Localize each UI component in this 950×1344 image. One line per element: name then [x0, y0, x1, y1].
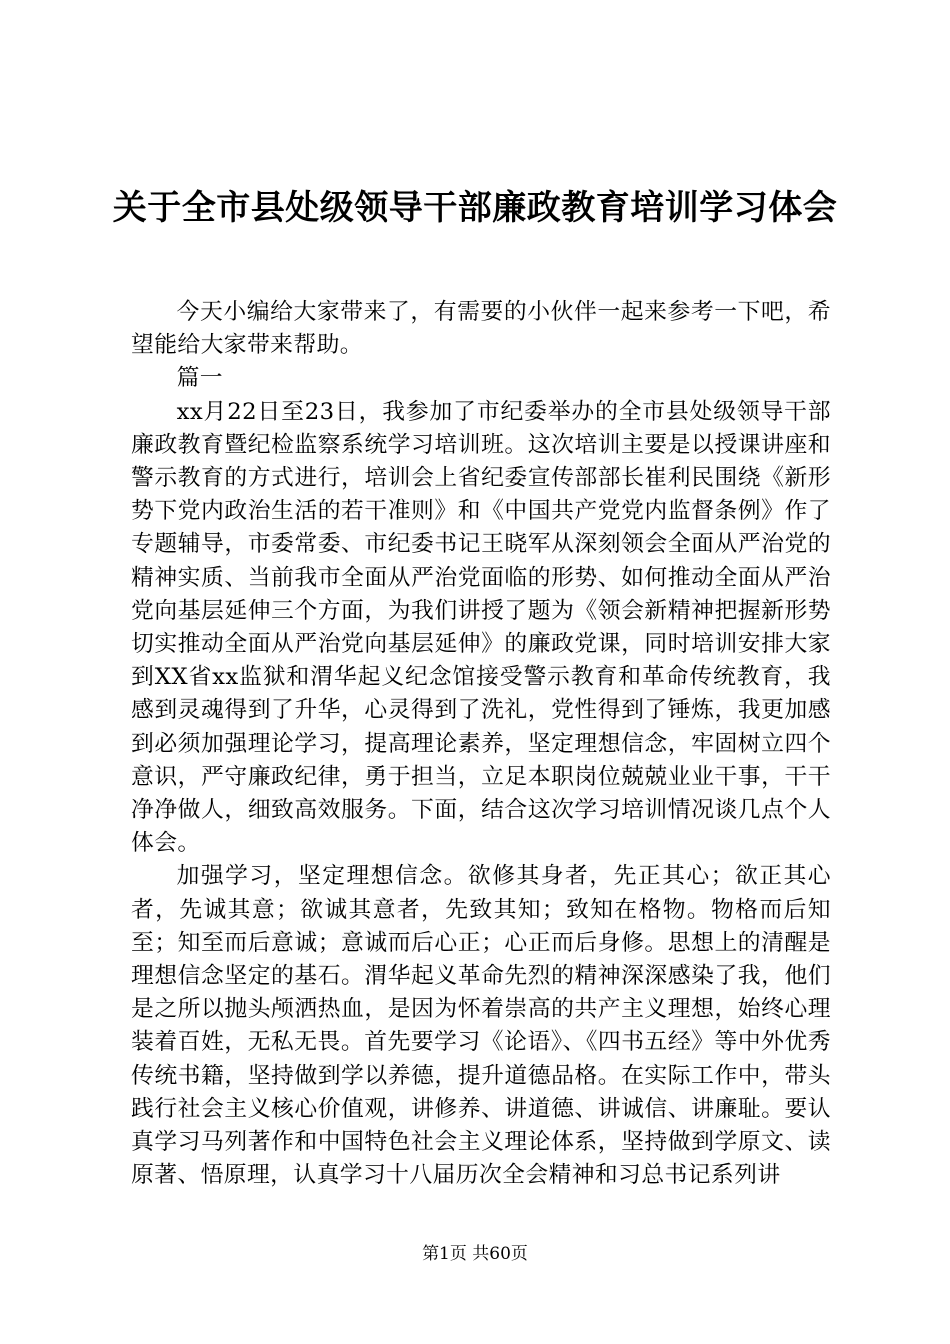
paragraph-study: 加强学习，坚定理想信念。欲修其身者，先正其心；欲正其心者，先诚其意；欲诚其意者，先致其知；致知在格物。物格而后知至；知至而后意诚；意诚而后心正；心正而后身修。思想上的清醒是理想信念坚定的基石。渭华起义革命先烈的精神深深感染了我，他们是之所以抛头颅洒热血，是因为怀着崇高的共产主义理想，始终心理装着百姓，无私无畏。首先要学习《论语》、《四书五经》等中外优秀传统书籍，坚持做到学以养德，提升道德品格。在实际工作中，带头践行社会主义核心价值观，讲修养、讲道德、讲诚信、讲廉耻。要认真学习马列著作和中国特色社会主义理论体系，坚持做到学原文、读原著、悟原理，认真学习十八届历次全会精神和习总书记系列讲 — [131, 863, 831, 1189]
document-title: 关于全市县处级领导干部廉政教育培训学习体会 — [112, 188, 838, 228]
page-footer: 第1页 共60页 — [422, 1244, 528, 1264]
document-body — [131, 296, 831, 1192]
paragraph-section-label: 篇一 — [176, 365, 223, 392]
paragraph-main: xx月22日至23日，我参加了市纪委举办的全市县处级领导干部廉政教育暨纪检监察系统学习培训班。这次培训主要是以授课讲座和警示教育的方式进行，培训会上省纪委宣传部部长崔利民围绕《新形势下党内政治生活的若干准则》和《中国共产党党内监督条例》作了专题辅导，市委常委、市纪委书记王晓军从深刻领会全面从严治党的精神实质、当前我市全面从严治党面临的形势、如何推动全面从严治党向基层延伸三个方面，为我们讲授了题为《领会新精神把握新形势切实推动全面从严治党向基层延伸》的廉政党课，同时培训安排大家到XX省xx监狱和渭华起义纪念馆接受警示教育和革命传统教育，我感到灵魂得到了升华，心灵得到了洗礼，党性得到了锤炼，我更加感到必须加强理论学习，提高理论素养，坚定理想信念，牢固树立四个意识，严守廉政纪律，勇于担当，立足本职岗位兢兢业业干事，干干净净做人，细致高效服务。下面，结合这次学习培训情况谈几点个人体会。 — [131, 398, 831, 857]
paragraph-intro: 今天小编给大家带来了，有需要的小伙伴一起来参考一下吧，希望能给大家带来帮助。 — [131, 299, 831, 359]
